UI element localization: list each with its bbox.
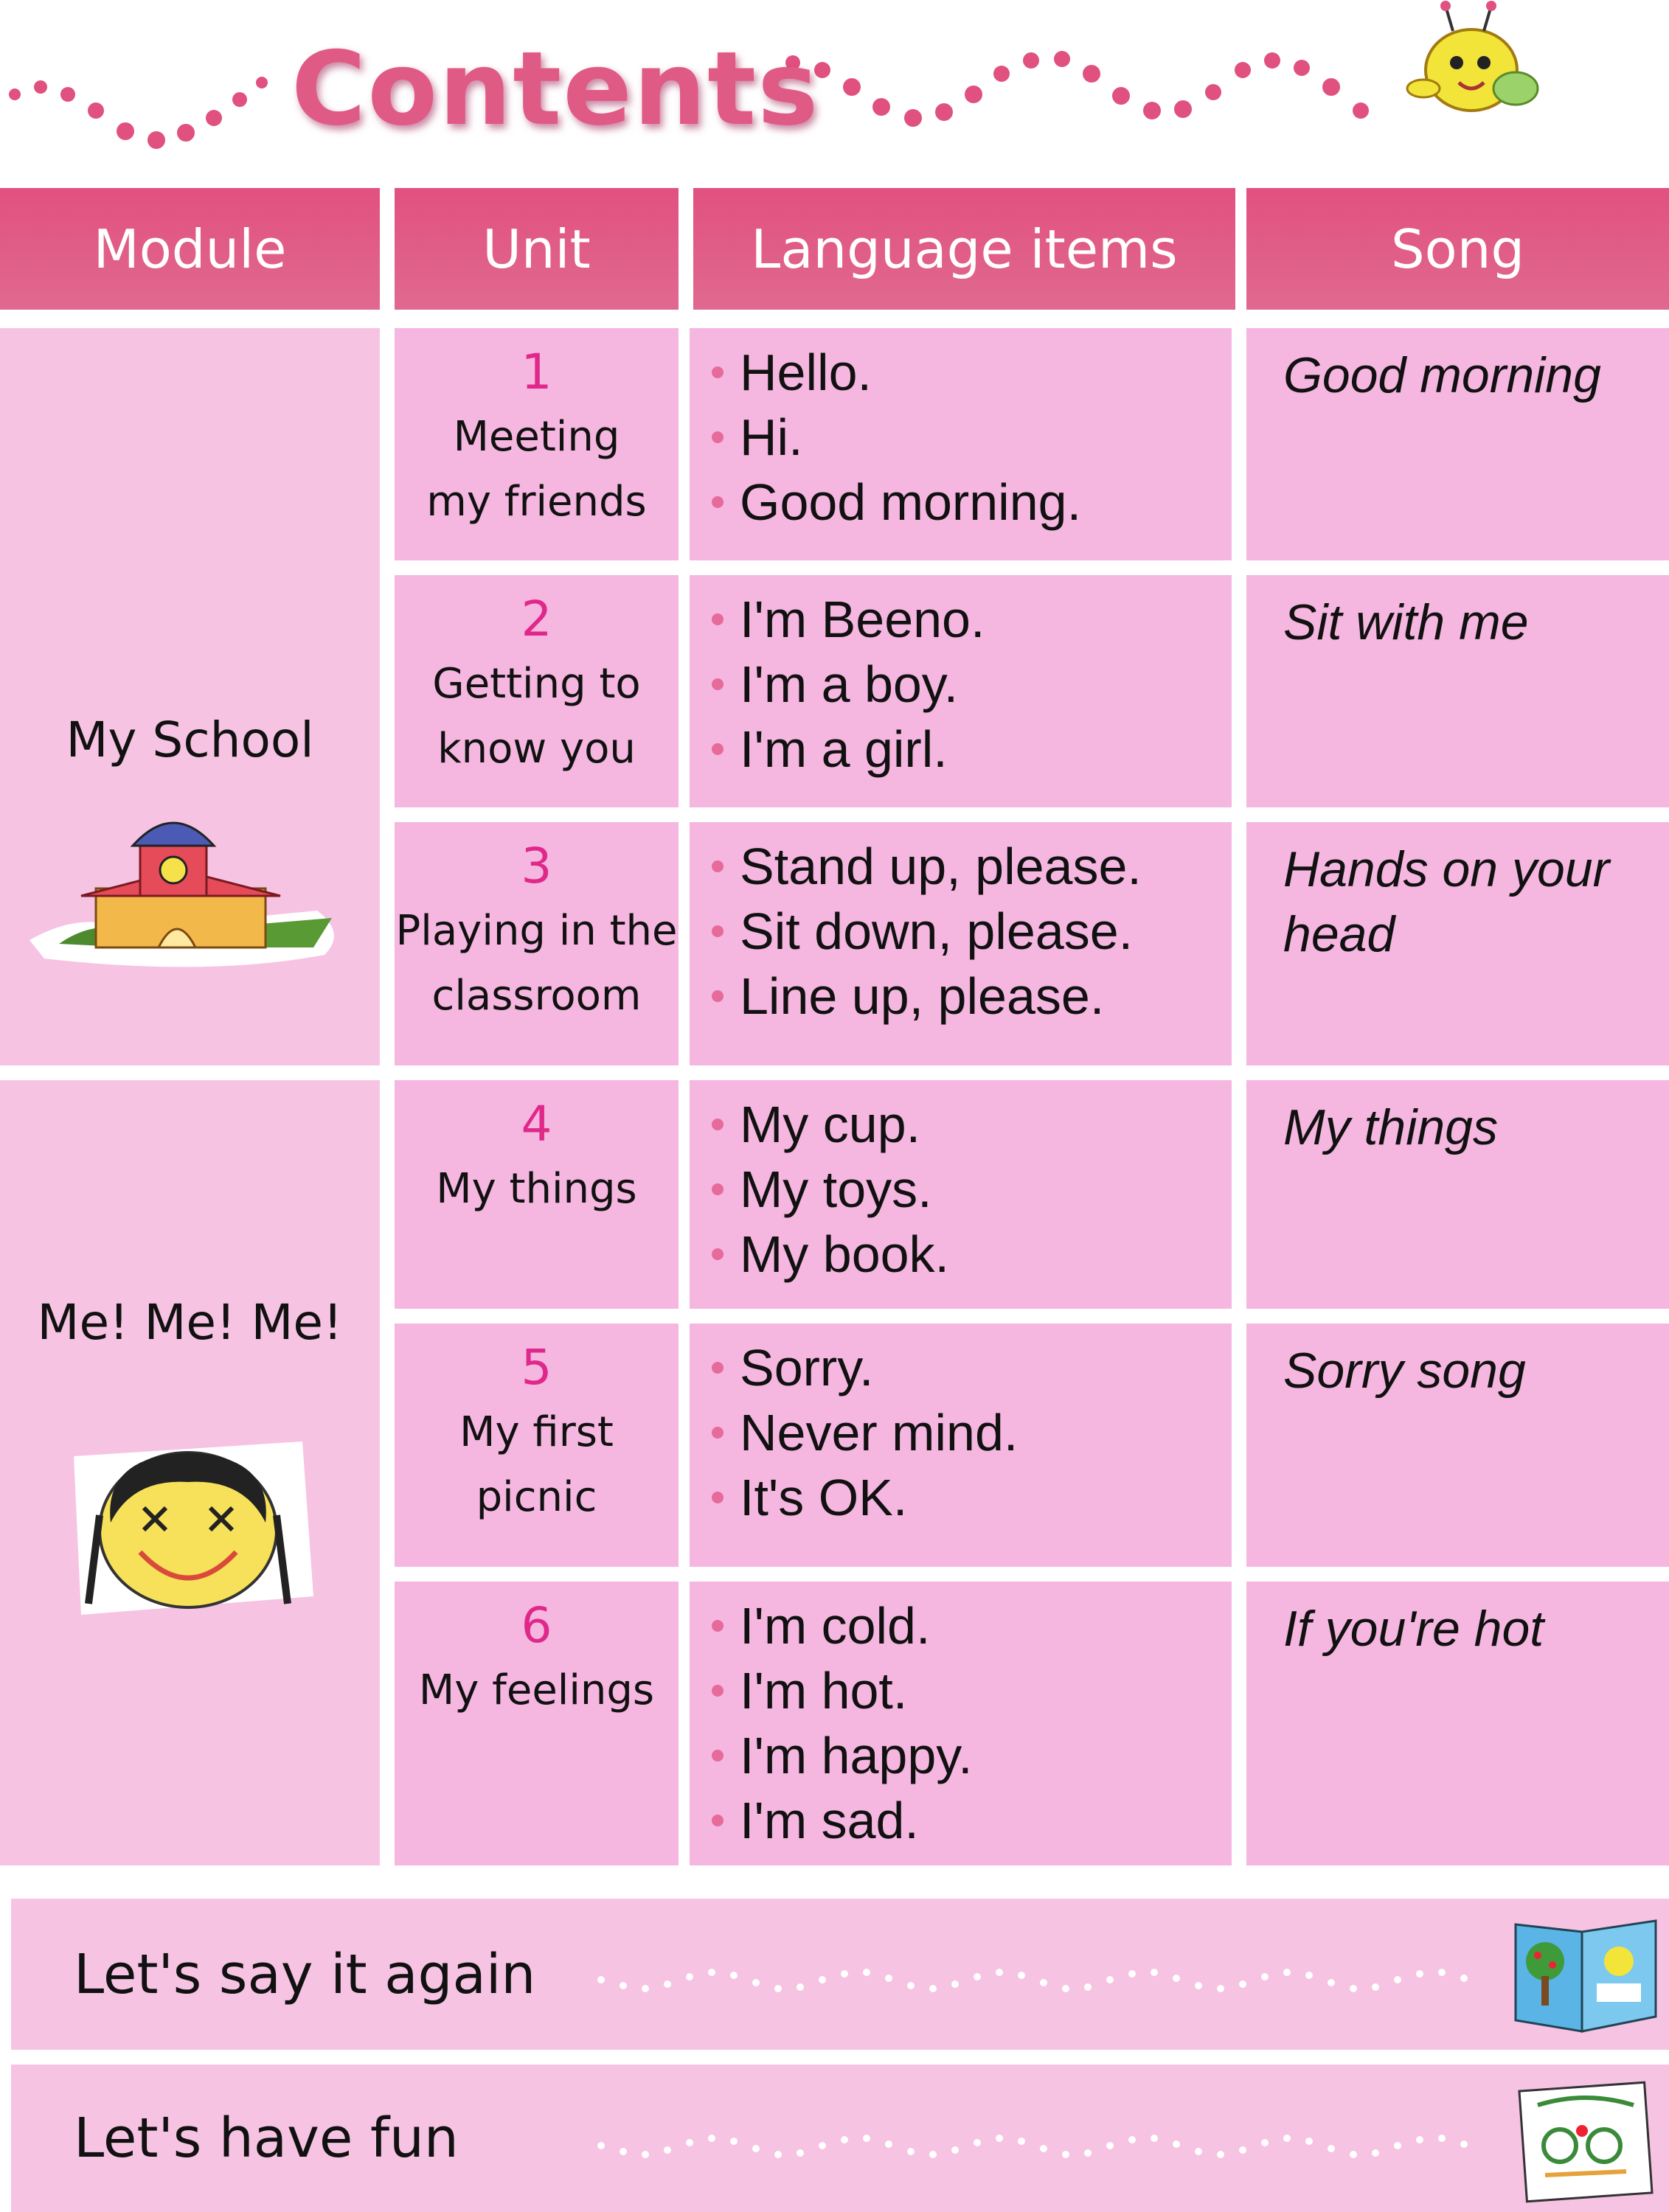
- section-label: Let's say it again: [74, 1942, 536, 2006]
- unit-title: my friends: [426, 478, 647, 526]
- language-item: I'm a boy.: [712, 652, 1232, 717]
- module-cell-me-me-me: [0, 1080, 380, 1865]
- song-cell-1: [1246, 328, 1669, 560]
- song-title: Sorry song: [1283, 1343, 1526, 1399]
- unit-number: 6: [521, 1597, 552, 1654]
- bullet-icon: [712, 678, 724, 690]
- song-cell-3: [1246, 822, 1669, 1065]
- unit-title: know you: [437, 725, 636, 773]
- language-item: I'm cold.: [712, 1593, 1232, 1658]
- bullet-icon: [712, 1248, 724, 1260]
- bullet-icon: [712, 613, 724, 625]
- bullet-icon: [712, 366, 724, 378]
- language-item: I'm a girl.: [712, 717, 1232, 782]
- unit-number: 5: [521, 1339, 552, 1396]
- section-row-have-fun[interactable]: [11, 2065, 1669, 2212]
- language-item: Good morning.: [712, 470, 1232, 535]
- song-cell-2: [1246, 575, 1669, 807]
- bullet-icon: [712, 1685, 724, 1697]
- header-language-items: Language items: [693, 188, 1235, 310]
- song-cell-5: [1246, 1324, 1669, 1567]
- bullet-icon: [712, 1750, 724, 1761]
- language-item: I'm sad.: [712, 1788, 1232, 1853]
- smiley-face-icon: [59, 1427, 325, 1626]
- unit-number: 1: [521, 344, 552, 400]
- bullet-icon: [712, 1620, 724, 1632]
- language-cell-1: [690, 328, 1232, 560]
- language-item: My cup.: [712, 1092, 1232, 1157]
- bullet-icon: [712, 1183, 724, 1195]
- language-cell-3: [690, 822, 1232, 1065]
- unit-cell-2: [395, 575, 679, 807]
- page-title: Contents: [291, 29, 820, 148]
- language-item: I'm hot.: [712, 1658, 1232, 1723]
- unit-title: My things: [436, 1165, 637, 1213]
- unit-number: 4: [521, 1096, 552, 1152]
- language-cell-2: [690, 575, 1232, 807]
- language-item: My toys.: [712, 1157, 1232, 1222]
- contents-table: [0, 184, 1669, 1880]
- unit-title: My feelings: [418, 1666, 655, 1714]
- language-item: My book.: [712, 1222, 1232, 1287]
- unit-title: Meeting: [453, 413, 620, 461]
- unit-cell-1: [395, 328, 679, 560]
- decorative-dots: [594, 1958, 1501, 2002]
- song-title: Hands on your: [1283, 841, 1610, 897]
- module-label: Me! Me! Me!: [37, 1294, 343, 1351]
- unit-cell-4: [395, 1080, 679, 1309]
- bullet-icon: [712, 1427, 724, 1439]
- bullet-icon: [712, 743, 724, 755]
- bullet-icon: [712, 1492, 724, 1503]
- bullet-icon: [712, 1815, 724, 1826]
- song-cell-6: [1246, 1582, 1669, 1865]
- title-area: [0, 0, 1669, 184]
- unit-cell-6: [395, 1582, 679, 1865]
- language-item: I'm Beeno.: [712, 587, 1232, 652]
- unit-number: 2: [521, 591, 552, 647]
- language-cell-6: [690, 1582, 1232, 1865]
- bee-mascot-icon: [1401, 0, 1549, 133]
- language-cell-5: [690, 1324, 1232, 1567]
- unit-title: classroom: [431, 972, 642, 1020]
- bullet-icon: [712, 925, 724, 937]
- song-title: Good morning: [1283, 347, 1601, 403]
- song-title: My things: [1283, 1099, 1498, 1155]
- unit-title: My first: [459, 1408, 614, 1456]
- unit-cell-5: [395, 1324, 679, 1567]
- song-title: If you're hot: [1283, 1601, 1544, 1657]
- header-module: Module: [0, 188, 380, 310]
- bullet-icon: [712, 431, 724, 443]
- bullet-icon: [712, 1362, 724, 1374]
- section-row-say-it-again[interactable]: [11, 1899, 1669, 2050]
- language-item: Hi.: [712, 405, 1232, 470]
- language-item: It's OK.: [712, 1465, 1232, 1530]
- language-item: Never mind.: [712, 1400, 1232, 1465]
- unit-number: 3: [521, 838, 552, 894]
- language-item: Hello.: [712, 340, 1232, 405]
- decorative-dots: [594, 2124, 1501, 2168]
- unit-title: picnic: [476, 1473, 597, 1521]
- language-item: Sit down, please.: [712, 899, 1232, 964]
- song-title: head: [1283, 906, 1395, 962]
- unit-title: Playing in the: [395, 907, 678, 955]
- language-cell-4: [690, 1080, 1232, 1309]
- language-item: Stand up, please.: [712, 834, 1232, 899]
- picture-book-icon: [1508, 1910, 1663, 2039]
- bullet-icon: [712, 990, 724, 1002]
- bullet-icon: [712, 496, 724, 508]
- game-card-icon: [1516, 2079, 1656, 2205]
- header-unit: Unit: [395, 188, 679, 310]
- unit-title: Getting to: [432, 660, 641, 708]
- module-label: My School: [66, 712, 314, 768]
- song-cell-4: [1246, 1080, 1669, 1309]
- section-label: Let's have fun: [74, 2107, 459, 2170]
- unit-cell-3: [395, 822, 679, 1065]
- language-item: I'm happy.: [712, 1723, 1232, 1788]
- bullet-icon: [712, 860, 724, 872]
- language-item: Sorry.: [712, 1335, 1232, 1400]
- school-icon: [22, 800, 347, 984]
- bullet-icon: [712, 1119, 724, 1130]
- song-title: Sit with me: [1283, 594, 1529, 650]
- header-song: Song: [1246, 188, 1669, 310]
- language-item: Line up, please.: [712, 964, 1232, 1029]
- module-cell-my-school: [0, 328, 380, 1065]
